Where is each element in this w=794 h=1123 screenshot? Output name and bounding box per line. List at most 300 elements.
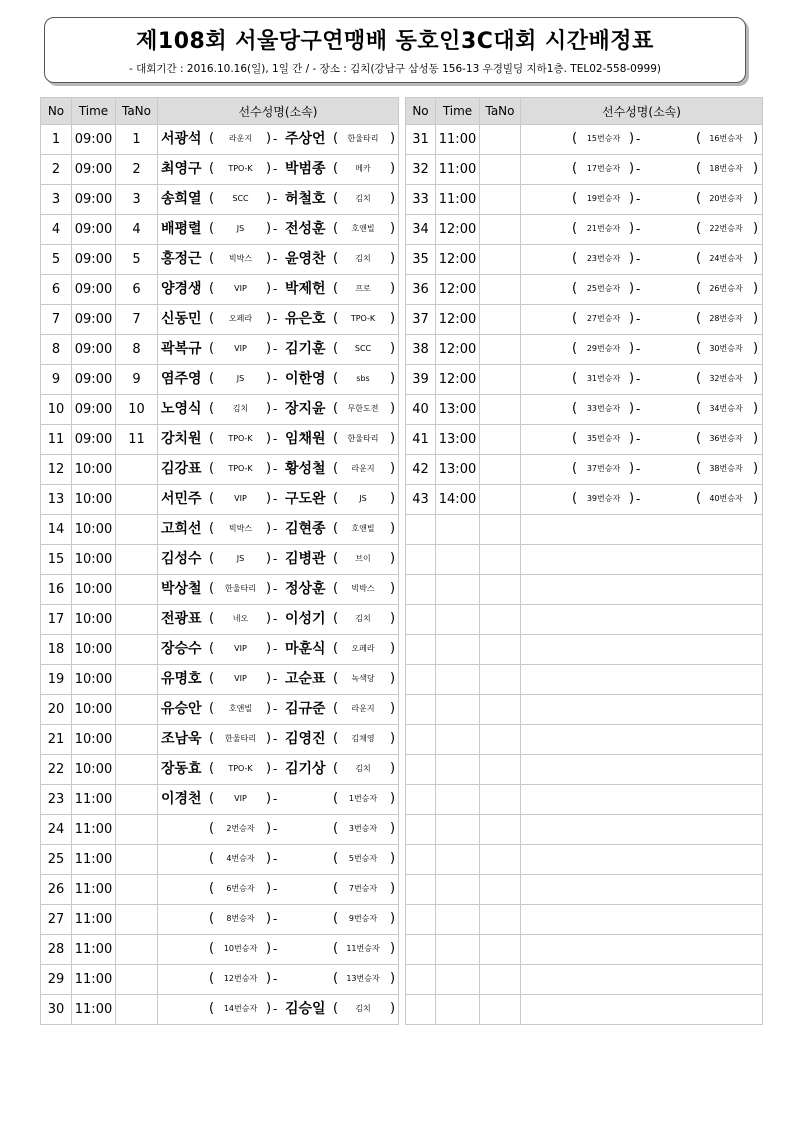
versus-dash: - (273, 432, 278, 446)
match-number: 11 (41, 425, 72, 455)
versus-dash: - (273, 252, 278, 266)
paren-open: ( (572, 191, 578, 206)
empty-cell (480, 515, 521, 545)
players-cell (158, 155, 399, 185)
paren-close: ) (753, 371, 759, 386)
table-number (116, 965, 158, 995)
empty-cell (480, 875, 521, 905)
table-row (41, 155, 399, 185)
table-number (116, 515, 158, 545)
paren-open: ( (572, 131, 578, 146)
table-row (41, 635, 399, 665)
empty-cell (521, 845, 763, 875)
versus-dash: - (636, 312, 641, 326)
player2-affiliation: 녹색당 (351, 674, 375, 683)
players-cell (158, 875, 399, 905)
player1-name: 염주영 (161, 371, 202, 387)
paren-open: ( (209, 461, 215, 476)
table-number (116, 785, 158, 815)
match-time: 10:00 (72, 605, 116, 635)
player2-affiliation: 브이 (355, 554, 371, 563)
players-cell (521, 155, 763, 185)
empty-row (406, 905, 763, 935)
player2-name: 이성기 (285, 611, 326, 627)
paren-close: ) (390, 941, 396, 956)
match-number: 8 (41, 335, 72, 365)
match-number: 26 (41, 875, 72, 905)
paren-close: ) (266, 251, 272, 266)
match-number: 17 (41, 605, 72, 635)
empty-cell (521, 785, 763, 815)
paren-open: ( (696, 191, 702, 206)
player2-affiliation: 라운지 (351, 464, 375, 473)
match-time: 09:00 (72, 425, 116, 455)
table-row (41, 845, 399, 875)
table-row (41, 905, 399, 935)
versus-dash: - (273, 672, 278, 686)
players-cell (158, 845, 399, 875)
paren-close: ) (266, 971, 272, 986)
table-row (41, 275, 399, 305)
table-row (406, 245, 763, 275)
empty-cell (521, 635, 763, 665)
empty-cell (480, 665, 521, 695)
player2-affiliation: 38번승자 (709, 464, 743, 473)
empty-row (406, 935, 763, 965)
paren-close: ) (266, 731, 272, 746)
table-row (406, 185, 763, 215)
match-number: 16 (41, 575, 72, 605)
empty-row (406, 845, 763, 875)
paren-open: ( (696, 491, 702, 506)
paren-close: ) (390, 611, 396, 626)
empty-row (406, 695, 763, 725)
player1-name: 유명호 (161, 671, 202, 687)
paren-open: ( (209, 941, 215, 956)
match-time: 09:00 (72, 125, 116, 155)
paren-open: ( (209, 401, 215, 416)
paren-open: ( (333, 401, 339, 416)
paren-open: ( (209, 341, 215, 356)
paren-close: ) (266, 401, 272, 416)
paren-close: ) (390, 551, 396, 566)
player2-affiliation: 김채영 (351, 734, 375, 743)
paren-open: ( (333, 251, 339, 266)
match-time: 09:00 (72, 155, 116, 185)
paren-close: ) (390, 791, 396, 806)
paren-close: ) (390, 401, 396, 416)
versus-dash: - (636, 492, 641, 506)
paren-close: ) (266, 161, 272, 176)
versus-dash: - (636, 432, 641, 446)
player2-affiliation: JS (359, 494, 367, 503)
paren-open: ( (696, 161, 702, 176)
table-number: 8 (116, 335, 158, 365)
player2-name: 장지윤 (285, 401, 326, 417)
table-row (41, 725, 399, 755)
player2-affiliation: 7번승자 (348, 884, 378, 893)
empty-row (406, 665, 763, 695)
match-time: 09:00 (72, 395, 116, 425)
paren-open: ( (333, 431, 339, 446)
match-time: 14:00 (436, 485, 480, 515)
empty-row (406, 995, 763, 1025)
player1-affiliation: 8번승자 (226, 914, 255, 923)
player1-affiliation: 39번승자 (586, 494, 621, 503)
col-players-header: 선수성명(소속) (158, 98, 399, 125)
player2-name: 허철호 (285, 191, 326, 207)
table-row (41, 215, 399, 245)
paren-open: ( (333, 131, 339, 146)
players-cell (158, 215, 399, 245)
player2-name: 구도완 (285, 491, 326, 507)
paren-open: ( (333, 731, 339, 746)
title-box (44, 17, 746, 83)
player1-name: 곽복규 (161, 341, 202, 357)
versus-dash: - (273, 1002, 278, 1016)
match-number: 39 (406, 365, 436, 395)
player1-name: 이경천 (161, 791, 202, 807)
paren-open: ( (333, 191, 339, 206)
schedule-table-right (405, 97, 763, 1025)
player2-affiliation: 32번승자 (709, 374, 743, 383)
empty-cell (406, 605, 436, 635)
players-cell (521, 125, 763, 155)
table-number: 10 (116, 395, 158, 425)
match-number: 15 (41, 545, 72, 575)
table-row (406, 365, 763, 395)
player2-affiliation: 1번승자 (348, 794, 378, 803)
match-time: 10:00 (72, 575, 116, 605)
empty-cell (436, 695, 480, 725)
match-number: 38 (406, 335, 436, 365)
empty-cell (521, 935, 763, 965)
paren-open: ( (209, 281, 215, 296)
paren-open: ( (333, 641, 339, 656)
player1-name: 배평렬 (161, 221, 202, 237)
player2-affiliation: 호앤빌 (351, 224, 375, 233)
table-number: 2 (116, 155, 158, 185)
players-cell (521, 275, 763, 305)
empty-cell (436, 515, 480, 545)
player2-name: 주상언 (285, 131, 326, 147)
empty-cell (436, 785, 480, 815)
paren-open: ( (333, 371, 339, 386)
match-time: 11:00 (72, 995, 116, 1025)
table-number (480, 155, 521, 185)
player1-affiliation: VIP (234, 344, 247, 353)
player1-affiliation: JS (236, 554, 245, 563)
paren-close: ) (266, 491, 272, 506)
paren-close: ) (390, 911, 396, 926)
player1-affiliation: TPO-K (228, 434, 253, 443)
paren-open: ( (572, 221, 578, 236)
player2-name: 이한영 (285, 371, 326, 387)
match-number: 13 (41, 485, 72, 515)
match-time: 13:00 (436, 425, 480, 455)
paren-open: ( (209, 881, 215, 896)
paren-open: ( (572, 281, 578, 296)
player1-name: 양경생 (161, 281, 202, 297)
empty-row (406, 815, 763, 845)
paren-open: ( (209, 761, 215, 776)
paren-open: ( (209, 551, 215, 566)
col-time-header: Time (72, 98, 116, 125)
paren-close: ) (390, 311, 396, 326)
empty-cell (480, 545, 521, 575)
paren-close: ) (753, 131, 759, 146)
paren-close: ) (266, 851, 272, 866)
match-time: 10:00 (72, 755, 116, 785)
paren-open: ( (572, 311, 578, 326)
versus-dash: - (273, 342, 278, 356)
empty-cell (406, 785, 436, 815)
player2-affiliation: 9번승자 (348, 914, 378, 923)
player1-name: 전광표 (161, 611, 202, 627)
table-row (41, 125, 399, 155)
match-number: 21 (41, 725, 72, 755)
player1-affiliation: 27번승자 (586, 314, 621, 323)
empty-cell (480, 965, 521, 995)
empty-cell (521, 545, 763, 575)
paren-close: ) (753, 161, 759, 176)
player1-affiliation: 네오 (232, 614, 249, 623)
players-cell (158, 125, 399, 155)
paren-close: ) (753, 491, 759, 506)
empty-cell (436, 965, 480, 995)
empty-cell (436, 815, 480, 845)
player1-name: 고희선 (161, 521, 202, 537)
match-number: 36 (406, 275, 436, 305)
players-cell (521, 425, 763, 455)
col-players-header: 선수성명(소속) (521, 98, 763, 125)
empty-cell (406, 965, 436, 995)
versus-dash: - (636, 222, 641, 236)
paren-open: ( (209, 971, 215, 986)
match-time: 10:00 (72, 545, 116, 575)
player1-affiliation: 25번승자 (586, 284, 621, 293)
table-number: 6 (116, 275, 158, 305)
match-time: 12:00 (436, 245, 480, 275)
players-cell (158, 785, 399, 815)
paren-open: ( (209, 251, 215, 266)
player2-affiliation: 30번승자 (709, 344, 743, 353)
match-time: 11:00 (72, 845, 116, 875)
player2-affiliation: 26번승자 (709, 284, 743, 293)
player2-name: 김규준 (285, 701, 326, 717)
versus-dash: - (636, 192, 641, 206)
player1-affiliation: VIP (234, 674, 247, 683)
player2-affiliation: 34번승자 (709, 404, 743, 413)
table-number (116, 605, 158, 635)
match-time: 11:00 (72, 935, 116, 965)
paren-close: ) (390, 761, 396, 776)
player2-affiliation: 프로 (355, 284, 371, 293)
empty-cell (406, 815, 436, 845)
paren-open: ( (696, 461, 702, 476)
players-cell (158, 665, 399, 695)
player2-name: 윤영찬 (285, 251, 326, 267)
empty-row (406, 605, 763, 635)
table-number (480, 455, 521, 485)
match-time: 10:00 (72, 665, 116, 695)
match-time: 11:00 (72, 905, 116, 935)
players-cell (158, 425, 399, 455)
player2-affiliation: 김치 (355, 1004, 371, 1013)
paren-open: ( (333, 521, 339, 536)
player1-affiliation: VIP (234, 494, 247, 503)
match-time: 09:00 (72, 185, 116, 215)
player2-name: 박범종 (285, 161, 326, 177)
table-number: 9 (116, 365, 158, 395)
player1-affiliation: 라운지 (228, 134, 253, 143)
empty-row (406, 515, 763, 545)
versus-dash: - (273, 402, 278, 416)
match-time: 09:00 (72, 335, 116, 365)
match-time: 11:00 (72, 965, 116, 995)
paren-open: ( (333, 461, 339, 476)
player1-affiliation: TPO-K (228, 764, 253, 773)
match-number: 41 (406, 425, 436, 455)
paren-close: ) (266, 1001, 272, 1016)
player1-name: 노영식 (161, 401, 202, 417)
empty-cell (406, 875, 436, 905)
paren-close: ) (390, 191, 396, 206)
table-number (116, 665, 158, 695)
versus-dash: - (636, 402, 641, 416)
match-time: 09:00 (72, 275, 116, 305)
paren-close: ) (390, 731, 396, 746)
players-cell (158, 275, 399, 305)
players-cell (521, 455, 763, 485)
player1-affiliation: TPO-K (228, 164, 253, 173)
players-cell (158, 335, 399, 365)
paren-open: ( (696, 371, 702, 386)
paren-close: ) (266, 341, 272, 356)
paren-open: ( (333, 611, 339, 626)
match-time: 13:00 (436, 455, 480, 485)
paren-open: ( (333, 161, 339, 176)
match-time: 10:00 (72, 485, 116, 515)
player2-affiliation: 11번승자 (346, 944, 380, 953)
empty-cell (480, 935, 521, 965)
paren-open: ( (333, 911, 339, 926)
player2-affiliation: 호앤빌 (351, 524, 375, 533)
paren-open: ( (696, 281, 702, 296)
paren-close: ) (753, 341, 759, 356)
paren-close: ) (390, 491, 396, 506)
paren-close: ) (390, 461, 396, 476)
table-number (480, 125, 521, 155)
table-row (41, 395, 399, 425)
table-row (41, 965, 399, 995)
versus-dash: - (636, 342, 641, 356)
player1-affiliation: 호앤빌 (228, 704, 253, 713)
header-row (406, 98, 763, 125)
player2-affiliation: 김치 (355, 614, 371, 623)
paren-open: ( (209, 311, 215, 326)
player2-name: 김기상 (285, 761, 326, 777)
match-number: 30 (41, 995, 72, 1025)
players-cell (158, 695, 399, 725)
player2-affiliation: 16번승자 (709, 134, 743, 143)
players-cell (158, 365, 399, 395)
players-cell (158, 725, 399, 755)
players-cell (158, 515, 399, 545)
versus-dash: - (273, 852, 278, 866)
table-number (116, 845, 158, 875)
player2-affiliation: 라운지 (351, 704, 375, 713)
empty-cell (480, 725, 521, 755)
match-time: 13:00 (436, 395, 480, 425)
table-row (406, 425, 763, 455)
empty-cell (436, 575, 480, 605)
table-number (480, 425, 521, 455)
page-title: 제108회 서울당구연맹배 동호인3C대회 시간배정표 (136, 29, 654, 54)
empty-cell (480, 695, 521, 725)
paren-close: ) (266, 521, 272, 536)
table-number (480, 275, 521, 305)
player1-affiliation: 6번승자 (226, 884, 255, 893)
players-cell (158, 305, 399, 335)
empty-cell (480, 635, 521, 665)
player2-name: 김현종 (285, 521, 326, 537)
empty-cell (480, 995, 521, 1025)
table-number (116, 905, 158, 935)
paren-close: ) (629, 401, 635, 416)
player2-affiliation: 김치 (355, 764, 371, 773)
paren-open: ( (209, 671, 215, 686)
player2-affiliation: 13번승자 (346, 974, 380, 983)
table-row (406, 275, 763, 305)
paren-close: ) (266, 941, 272, 956)
table-row (41, 425, 399, 455)
table-row (41, 245, 399, 275)
paren-open: ( (209, 701, 215, 716)
empty-row (406, 785, 763, 815)
player2-affiliation: 18번승자 (709, 164, 743, 173)
paren-open: ( (209, 191, 215, 206)
match-time: 12:00 (436, 365, 480, 395)
versus-dash: - (273, 552, 278, 566)
empty-cell (436, 545, 480, 575)
paren-close: ) (266, 671, 272, 686)
paren-open: ( (696, 221, 702, 236)
paren-close: ) (390, 1001, 396, 1016)
paren-open: ( (696, 251, 702, 266)
player1-affiliation: 10번승자 (223, 944, 258, 953)
player1-affiliation: 35번승자 (586, 434, 621, 443)
versus-dash: - (273, 132, 278, 146)
player1-affiliation: 21번승자 (586, 224, 621, 233)
match-number: 29 (41, 965, 72, 995)
paren-close: ) (390, 581, 396, 596)
empty-cell (436, 935, 480, 965)
empty-cell (521, 875, 763, 905)
paren-open: ( (572, 401, 578, 416)
player2-affiliation: 36번승자 (709, 434, 743, 443)
player1-affiliation: TPO-K (228, 464, 253, 473)
empty-cell (521, 755, 763, 785)
paren-open: ( (209, 371, 215, 386)
paren-open: ( (333, 791, 339, 806)
player1-affiliation: 한울타리 (225, 734, 256, 743)
paren-close: ) (629, 341, 635, 356)
paren-open: ( (333, 281, 339, 296)
versus-dash: - (636, 462, 641, 476)
paren-open: ( (333, 761, 339, 776)
empty-cell (436, 635, 480, 665)
